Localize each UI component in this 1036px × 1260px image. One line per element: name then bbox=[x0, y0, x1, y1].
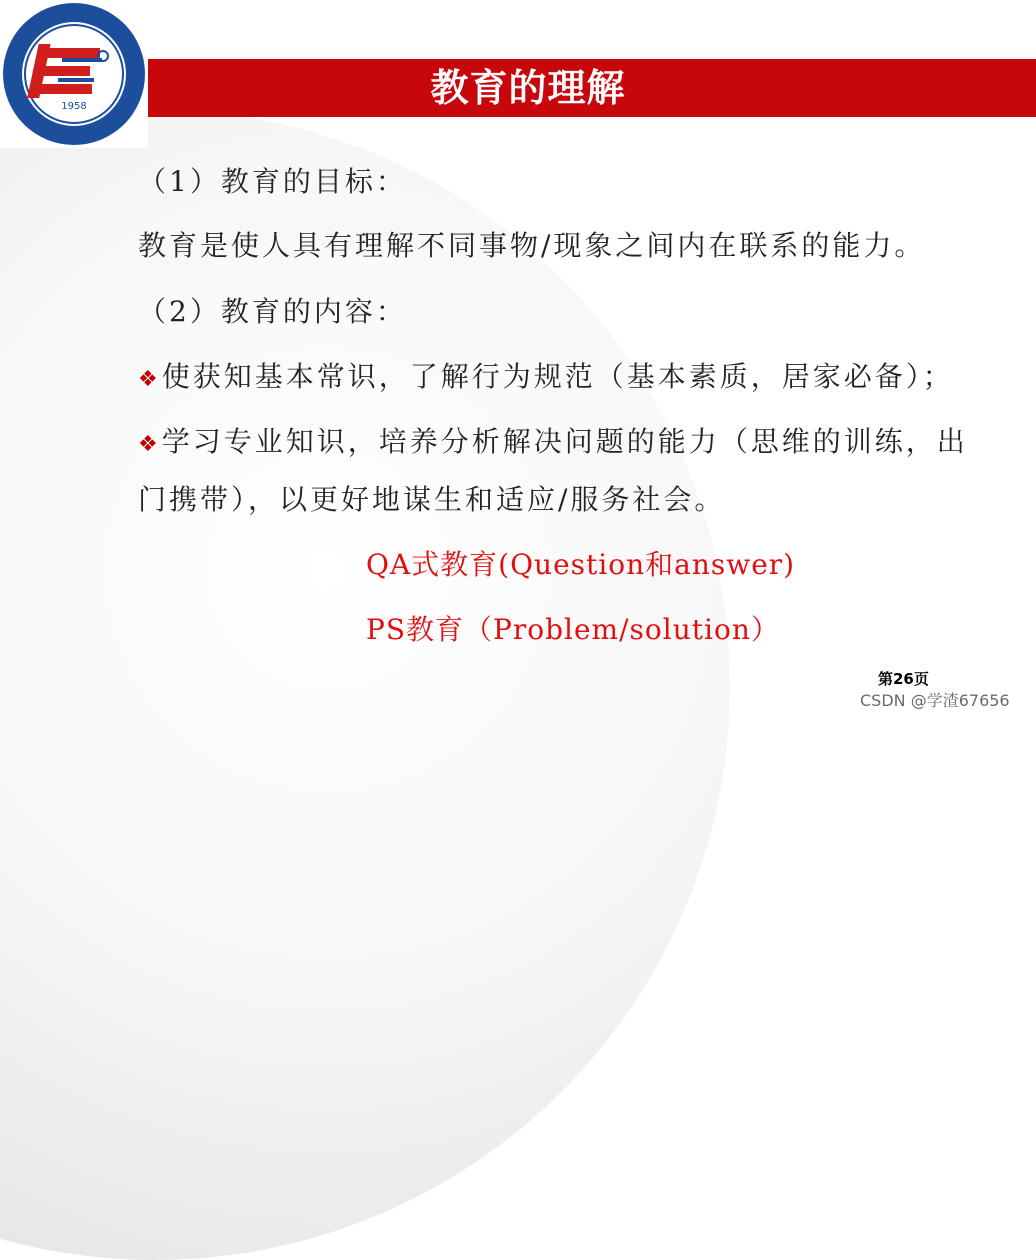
background-decoration bbox=[0, 110, 730, 1260]
bullet-item-1 bbox=[138, 355, 954, 395]
line-content-heading: （2）教育的内容： bbox=[138, 295, 407, 328]
line-goal-text: 教育是使人具有理解不同事物/现象之间内在联系的能力。 bbox=[138, 229, 926, 262]
bullet-item-2-continued: 门携带），以更好地谋生和适应/服务社会。 bbox=[138, 483, 726, 516]
slide-title: 教育的理解 bbox=[430, 65, 626, 110]
logo-year: 1958 bbox=[61, 101, 87, 112]
diamond-bullet-icon: ❖ bbox=[138, 432, 158, 457]
line-goal-heading: （1）教育的目标： bbox=[138, 165, 407, 198]
university-logo bbox=[0, 0, 148, 148]
csdn-watermark: CSDN @学渣67656 bbox=[860, 691, 1010, 710]
page-number: 第26页 bbox=[878, 670, 929, 688]
bullet-text: 学习专业知识，培养分析解决问题的能力（思维的训练，出 bbox=[161, 425, 968, 458]
bullet-item-2 bbox=[138, 420, 968, 460]
qa-education-line: QA式教育(Question和answer) bbox=[366, 548, 796, 581]
ps-education-line: PS教育（Problem/solution） bbox=[366, 613, 780, 646]
bullet-text: 使获知基本常识，了解行为规范（基本素质，居家必备）； bbox=[161, 360, 954, 393]
logo-emblem-icon bbox=[0, 0, 148, 148]
diamond-bullet-icon: ❖ bbox=[138, 367, 158, 392]
